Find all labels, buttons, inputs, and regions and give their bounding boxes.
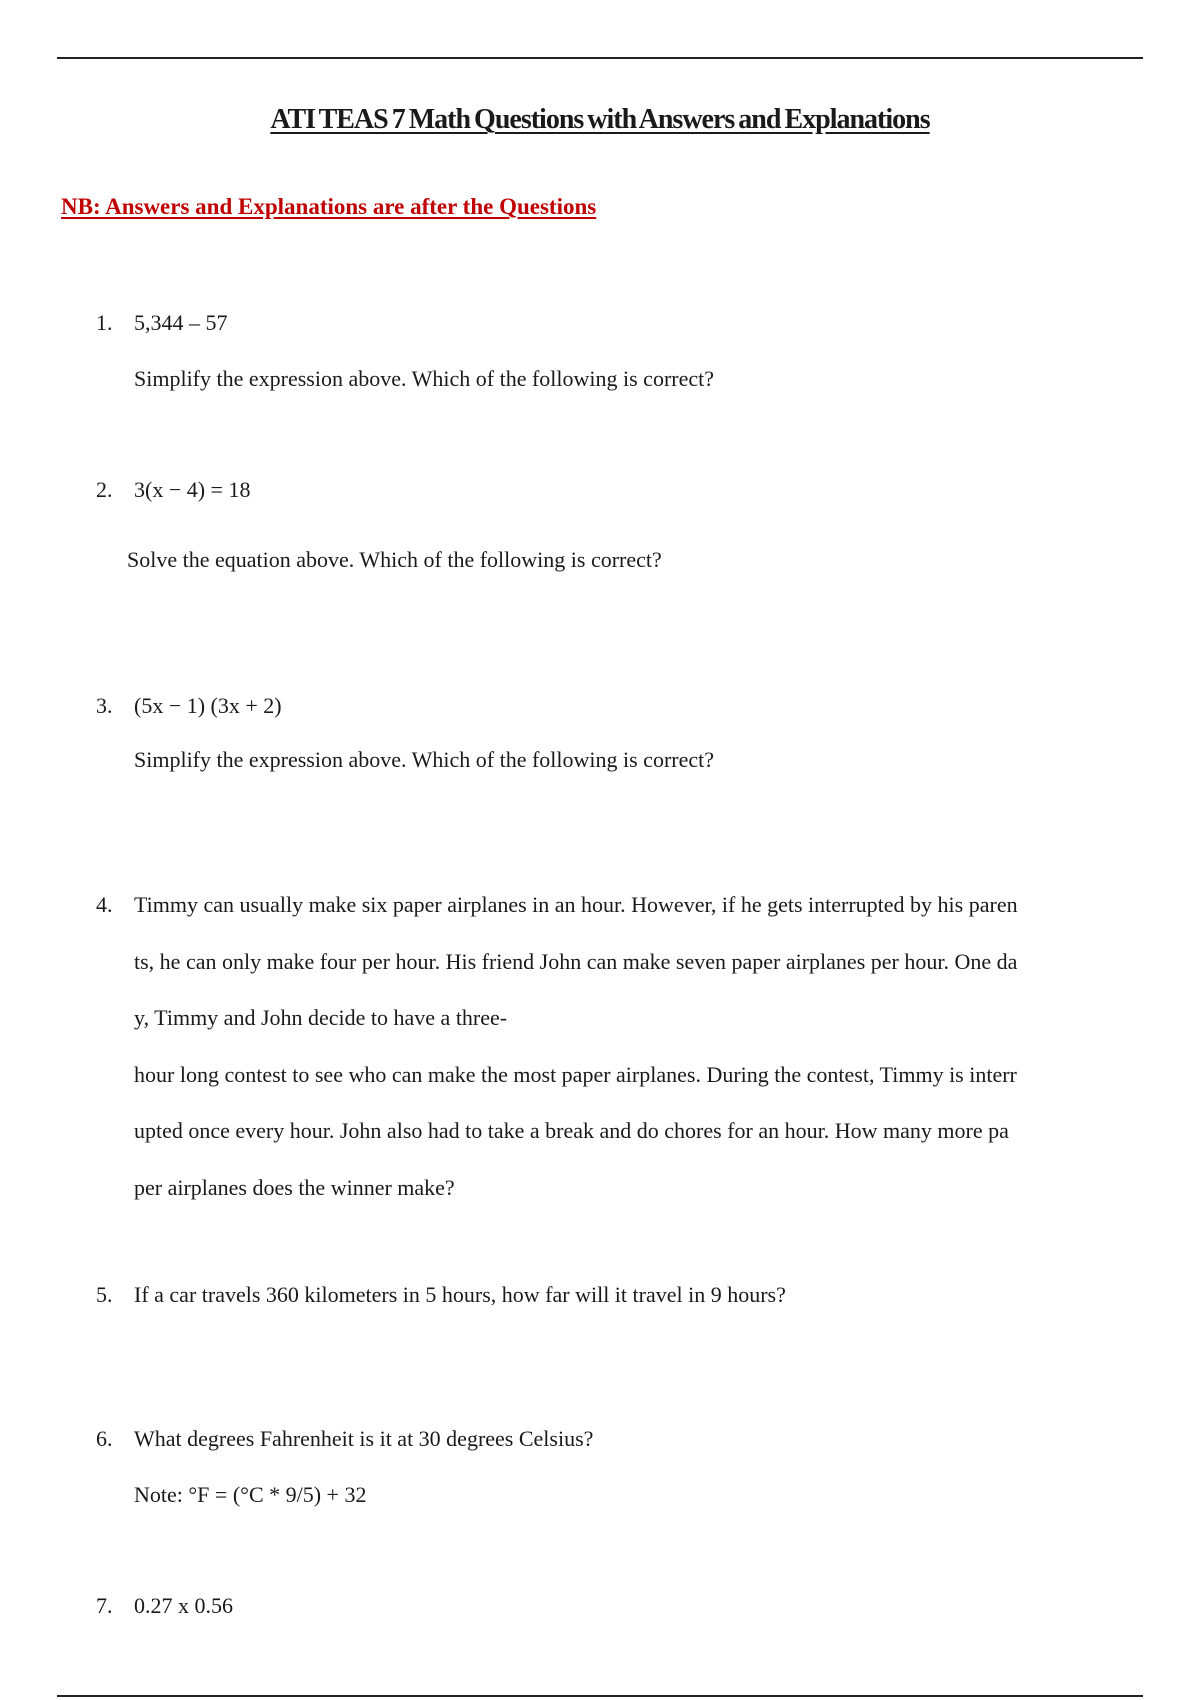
- question-4-line: ts, he can only make four per hour. His friend John can make seven paper airplanes per hour. One da: [134, 948, 1018, 974]
- question-4-line: hour long contest to see who can make the most paper airplanes. During the contest, Timmy is interr: [134, 1061, 1017, 1087]
- question-2-expression: 3(x − 4) = 18: [134, 477, 251, 502]
- question-3-prompt: Simplify the expression above. Which of the following is correct?: [134, 747, 715, 772]
- question-5-number: 5.: [96, 1282, 113, 1307]
- question-1-prompt: Simplify the expression above. Which of the following is correct?: [134, 366, 715, 391]
- answers-note: NB: Answers and Explanations are after the Questions: [61, 194, 597, 219]
- bottom-rule: [57, 1695, 1143, 1697]
- question-4-number: 4.: [96, 892, 113, 917]
- question-7-expression: 0.27 x 0.56: [134, 1593, 233, 1618]
- question-4-line: upted once every hour. John also had to take a break and do chores for an hour. How many more pa: [134, 1118, 1009, 1143]
- question-4-line: y, Timmy and John decide to have a three-: [134, 1005, 508, 1030]
- question-4-line: per airplanes does the winner make?: [134, 1174, 455, 1200]
- question-3-expression: (5x − 1) (3x + 2): [134, 693, 282, 718]
- question-7-number: 7.: [96, 1593, 113, 1618]
- question-2-number: 2.: [96, 477, 113, 502]
- document-title: ATI TEAS 7 Math Questions with Answers and Explanations: [270, 104, 930, 135]
- question-2-prompt: Solve the equation above. Which of the following is correct?: [127, 547, 662, 572]
- question-6-note: Note: °F = (°C * 9/5) + 32: [134, 1482, 367, 1507]
- question-6-text: What degrees Fahrenheit is it at 30 degrees Celsius?: [134, 1426, 594, 1451]
- question-3-number: 3.: [96, 693, 113, 718]
- question-4-text: [134, 892, 1018, 1231]
- top-rule: [57, 57, 1143, 59]
- question-5-text: If a car travels 360 kilometers in 5 hours, how far will it travel in 9 hours?: [134, 1282, 786, 1307]
- question-1-number: 1.: [96, 310, 113, 335]
- question-1-expression: 5,344 – 57: [134, 310, 228, 335]
- question-4-line: Timmy can usually make six paper airplanes in an hour. However, if he gets interrupted by his paren: [134, 892, 1018, 917]
- question-6-number: 6.: [96, 1426, 113, 1451]
